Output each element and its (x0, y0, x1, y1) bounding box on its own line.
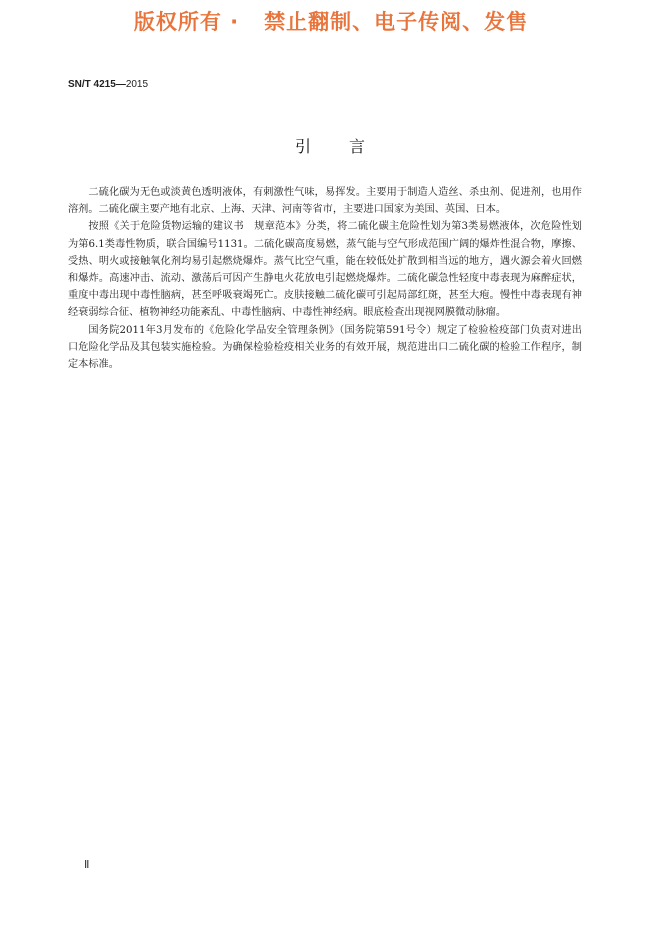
section-title (0, 134, 662, 157)
paragraph-3: 国务院2011年3月发布的《危险化学品安全管理条例》（国务院第591号令）规定了检验检疫部门负责对进出口危险化学品及其包装实施检验。为确保检验检疫相关业务的有效开展，规范进出口二硫化碳的检验工作程序，制定本标准。 (68, 324, 582, 371)
standard-year: 2015 (125, 79, 149, 90)
standard-dash: — (115, 79, 126, 90)
watermark-banner: 版权所有 · 禁止翻制、电子传阅、发售 (133, 10, 529, 34)
page-number: Ⅱ (84, 859, 90, 871)
section-title-char-1: 引 (294, 137, 313, 156)
standard-code (68, 79, 148, 90)
paragraph-1: 二硫化碳为无色或淡黄色透明液体，有刺激性气味，易挥发。主要用于制造人造丝、杀虫剂、促进剂，也用作溶剂。二硫化碳主要产地有北京、上海、天津、河南等省市，主要进口国家为美国、英国、日本。 (68, 187, 582, 216)
paragraph-2: 按照《关于危险货物运输的建议书 规章范本》分类，将二硫化碳主危险性划为第3类易燃液体，次危险性划为第6.1类毒性物质，联合国编号1131。二硫化碳高度易燃，蒸气能与空气形成范围广阔的爆炸性混合物，摩擦、受热、明火或接触氧化剂均易引起燃烧爆炸。蒸气比空气重，能在较低处扩散到相当远的地方，遇火源会着火回燃和爆炸。高速冲击、流动、激荡后可因产生静电火花放电引起燃烧爆炸。二硫化碳急性轻度中毒表现为麻醉症状，重度中毒出现中毒性脑病，甚至呼吸衰竭死亡。皮肤接触二硫化碳可引起局部红斑，甚至大疱。慢性中毒表现有神经衰弱综合征、植物神经功能紊乱、中毒性脑病、中毒性神经病。眼底检查出现视网膜微动脉瘤。 (68, 221, 582, 319)
standard-number: SN/T 4215 (68, 79, 116, 90)
introduction-body (68, 184, 582, 373)
section-title-char-2: 言 (349, 137, 368, 156)
